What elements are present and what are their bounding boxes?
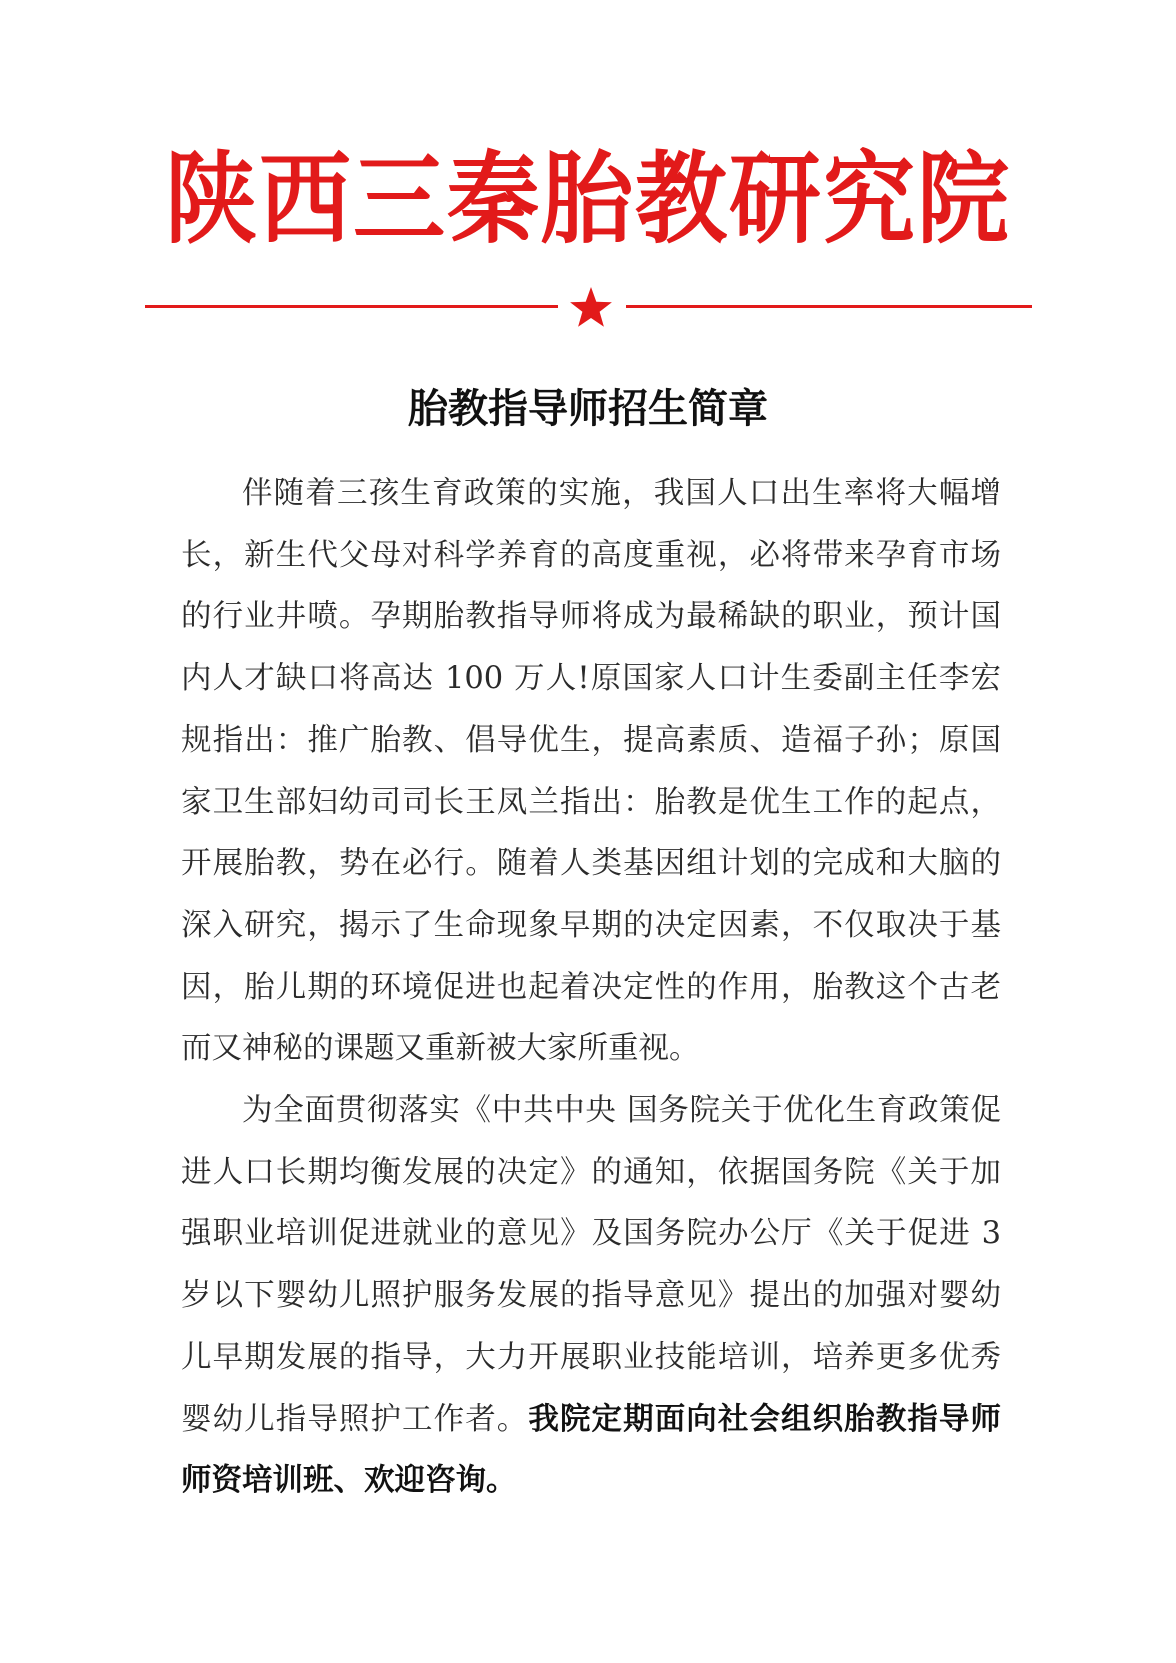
paragraph-1-text: 伴随着三孩生育政策的实施，我国人口出生率将大幅增长，新生代父母对科学养育的高度重视，必将带来孕育市场的行业井喷。孕期胎教指导师将成为最稀缺的职业，预计国内人才缺口将高达 100 万人!原国家人口计生委副主任李宏规指出：推广胎教、倡导优生，提高素质、造福子孙；原国家卫生部妇幼司司长王凤兰指出：胎教是优生工作的起点，开展胎教，势在必行。随着人类基因组计划的完成和大脑的深入研究，揭示了生命现象早期的决定因素，不仅取决于基因，胎儿期的环境促进也起着决定性的作用，胎教这个古老而又神秘的课题又重新被大家所重视。 [181, 476, 1001, 1067]
header-rule-left [145, 305, 558, 308]
paragraph-2 [181, 1080, 1001, 1512]
institute-name-heading: 陕西三秦胎教研究院 [164, 141, 1011, 258]
paragraph-2-text: 为全面贯彻落实《中共中央 国务院关于优化生育政策促进人口长期均衡发展的决定》的通知，依据国务院《关于加强职业培训促进就业的意见》及国务院办公厅《关于促进 3 岁以下婴幼儿照护服务发展的指导意见》提出的加强对婴幼儿早期发展的指导，大力开展职业技能培训，培养更多优秀婴幼儿指导照护工作者。 [181, 1093, 1001, 1437]
document-title: 胎教指导师招生简章 [408, 386, 768, 432]
paragraph-2-emphasis: 我院定期面向社会组织胎教指导师师资培训班、欢迎咨询。 [181, 1401, 1002, 1499]
document-body [181, 463, 1001, 1512]
paragraph-1 [181, 463, 1001, 1080]
star-icon [566, 283, 616, 331]
header-rule-right [626, 305, 1032, 308]
